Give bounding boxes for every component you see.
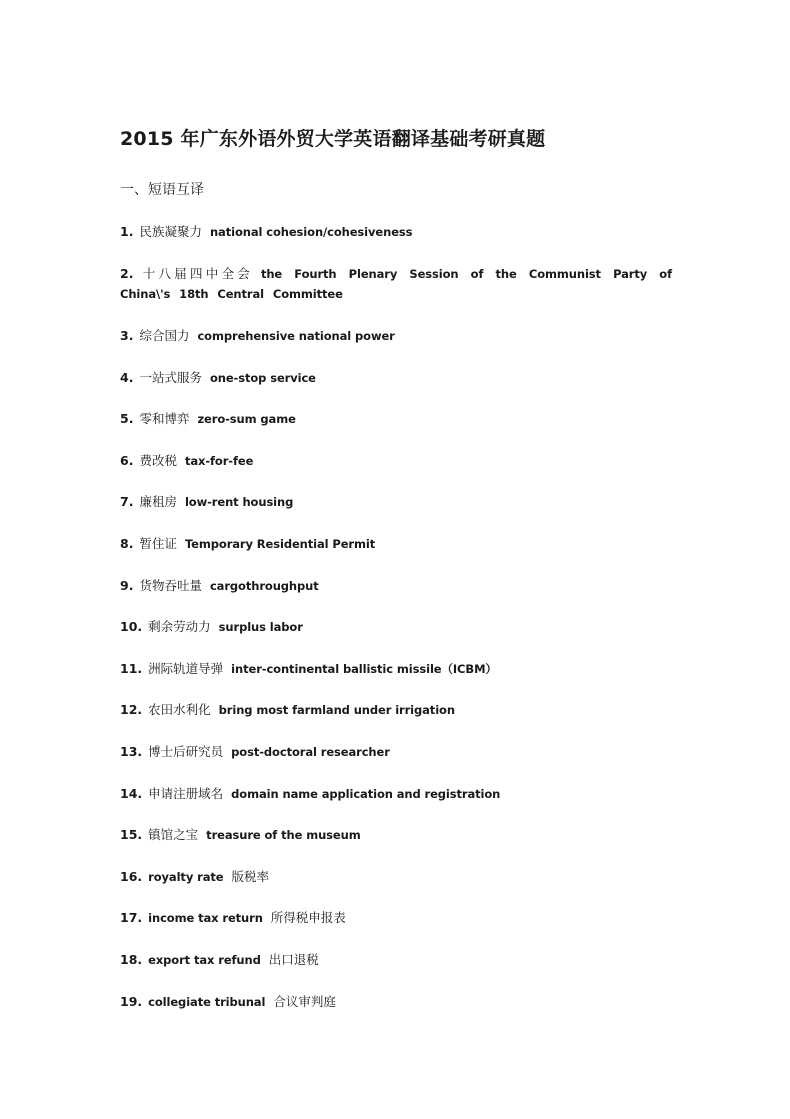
item-chinese: 合议审判庭 [273, 994, 336, 1009]
item-number: 7. [120, 494, 134, 509]
item-number: 15. [120, 827, 143, 842]
item-number: 12. [120, 702, 143, 717]
list-item [120, 222, 672, 242]
item-chinese: 民族凝聚力 [139, 224, 202, 239]
item-number: 17. [120, 910, 143, 925]
list-item [120, 742, 672, 762]
item-english: post-doctoral researcher [231, 745, 390, 759]
item-english: income tax return [148, 911, 263, 925]
item-number: 5. [120, 411, 134, 426]
item-chinese: 镇馆之宝 [148, 827, 199, 842]
item-chinese: 零和博弈 [139, 411, 190, 426]
item-chinese: 一站式服务 [139, 370, 202, 385]
item-english: bring most farmland under irrigation [218, 703, 455, 717]
item-number: 4. [120, 370, 134, 385]
list-item [120, 368, 672, 388]
item-chinese: 费改税 [139, 453, 177, 468]
item-english: tax-for-fee [184, 454, 254, 468]
item-english: the Fourth Plenary Session of the Communist Party of China\'s 18th Central Committee [120, 267, 672, 301]
item-english: one-stop service [209, 371, 316, 385]
list-item [120, 451, 672, 471]
item-number: 11. [120, 661, 143, 676]
list-item [120, 576, 672, 596]
item-chinese: 博士后研究员 [148, 744, 224, 759]
item-english: cargothroughput [209, 579, 319, 593]
item-chinese: 货物吞吐量 [139, 578, 202, 593]
item-chinese: 洲际轨道导弹 [148, 661, 224, 676]
item-number: 14. [120, 786, 143, 801]
list-item [120, 908, 672, 928]
item-chinese: 十八届四中全会 [139, 266, 253, 281]
item-chinese: 农田水利化 [148, 702, 211, 717]
list-item [120, 264, 672, 304]
item-chinese: 廉租房 [139, 494, 177, 509]
item-english: export tax refund [148, 953, 261, 967]
item-number: 19. [120, 994, 143, 1009]
item-english: royalty rate [148, 870, 224, 884]
list-item [120, 534, 672, 554]
list-item [120, 867, 672, 887]
list-item [120, 326, 672, 346]
list-item [120, 492, 672, 512]
list-item [120, 784, 672, 804]
item-english: treasure of the museum [206, 828, 361, 842]
list-item [120, 617, 672, 637]
list-item [120, 992, 672, 1012]
item-chinese: 综合国力 [139, 328, 190, 343]
item-number: 2. [120, 266, 134, 281]
item-number: 9. [120, 578, 134, 593]
item-chinese: 申请注册域名 [148, 786, 224, 801]
item-english: surplus labor [218, 620, 303, 634]
item-chinese: 所得税申报表 [270, 910, 346, 925]
list-item [120, 409, 672, 429]
item-number: 10. [120, 619, 143, 634]
item-english: collegiate tribunal [148, 995, 266, 1009]
item-chinese: 出口退税 [268, 952, 319, 967]
list-item [120, 950, 672, 970]
item-chinese: 版税率 [231, 869, 269, 884]
item-english: national cohesion/cohesiveness [209, 225, 413, 239]
item-english: domain name application and registration [231, 787, 501, 801]
item-english: comprehensive national power [197, 329, 395, 343]
item-chinese: 暂住证 [139, 536, 177, 551]
item-chinese: 剩余劳动力 [148, 619, 211, 634]
list-item [120, 659, 672, 679]
item-number: 18. [120, 952, 143, 967]
list-item [120, 825, 672, 845]
section-heading: 一、短语互译 [120, 182, 204, 198]
document-title: 2015 年广东外语外贸大学英语翻译基础考研真题 [120, 128, 546, 150]
item-english: Temporary Residential Permit [184, 537, 376, 551]
item-english: zero-sum game [197, 412, 296, 426]
item-number: 3. [120, 328, 134, 343]
item-number: 8. [120, 536, 134, 551]
item-number: 1. [120, 224, 134, 239]
item-number: 6. [120, 453, 134, 468]
item-english: inter-continental ballistic missile（ICBM） [231, 662, 497, 676]
item-english: low-rent housing [184, 495, 294, 509]
list-item [120, 700, 672, 720]
item-number: 13. [120, 744, 143, 759]
item-number: 16. [120, 869, 143, 884]
